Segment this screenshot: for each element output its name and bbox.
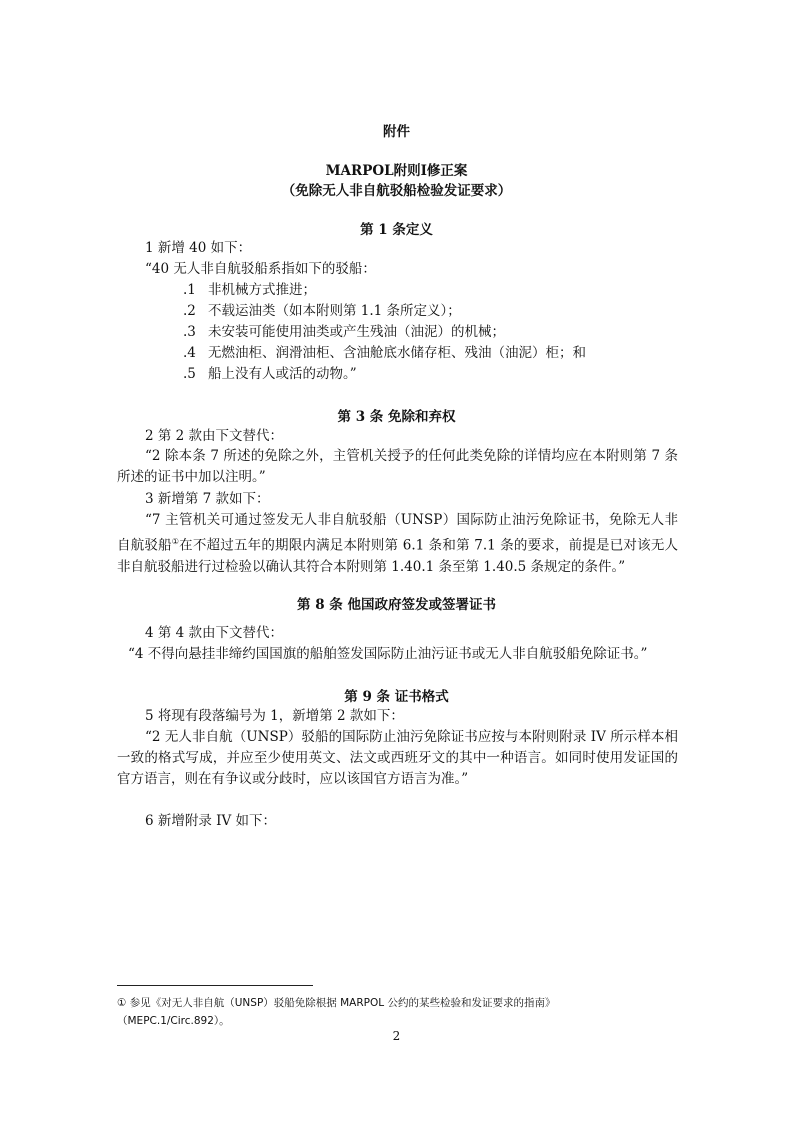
reg3-para-4b: 在不超过五年的期限内满足本附则第 6.1 条和第 7.1 条的要求，前提是已对该无人非自航驳船进行过检验以确认其符合本附则第 1.40.1 条至第 1.40.5 条规定的条件。” [117, 537, 679, 575]
footnote-ref: ① [171, 537, 180, 546]
footnote-line-1: ① 参见《对无人非自航（UNSP）驳船免除根据 MARPOL 公约的某些检验和发证要求的指南》 [117, 997, 556, 1009]
reg3-para-1: 2 第 2 款由下文替代： [145, 428, 284, 444]
attachment-heading: 附件 [383, 124, 410, 140]
reg9-para-3: 6 新增附录 IV 如下： [145, 813, 277, 829]
reg1-item-5-num: .5 [183, 366, 196, 382]
footnote-separator [117, 985, 313, 986]
reg1-item-2-num: .2 [183, 303, 196, 319]
page-number: 2 [392, 1029, 401, 1043]
reg8-title: 第 8 条 他国政府签发或签署证书 [297, 597, 496, 613]
reg8-para-2: “4 不得向悬挂非缔约国国旗的船舶签发国际防止油污证书或无人非自航驳船免除证书。” [128, 646, 648, 662]
reg1-item-1-text: 非机械方式推进； [208, 282, 316, 298]
reg1-item-3-num: .3 [183, 324, 196, 340]
reg3-para-2: “2 除本条 7 所述的免除之外，主管机关授予的任何此类免除的详情均应在本附则第 7 条所述的证书中加以注明。” [117, 448, 678, 485]
reg3-para-3: 3 新增第 7 款如下： [145, 491, 270, 507]
amendment-title: MARPOL附则I修正案 [325, 163, 468, 179]
reg3-title: 第 3 条 免除和弃权 [337, 409, 456, 425]
reg9-para-2: “2 无人非自航（UNSP）驳船的国际防止油污免除证书应按与本附则附录 IV 所示样本相一致的格式写成，并应至少使用英文、法文或西班牙文的其中一种语言。如同时使用发证国的官方语言，则在有争议或分歧时，应以该国官方语言为准。” [117, 729, 678, 787]
amendment-subtitle: （免除无人非自航驳船检验发证要求） [281, 183, 512, 199]
reg1-item-4-text: 无燃油柜、润滑油柜、含油舱底水储存柜、残油（油泥）柜；和 [208, 345, 586, 361]
reg9-title: 第 9 条 证书格式 [344, 689, 449, 705]
reg1-item-1-num: .1 [183, 282, 196, 298]
footnote-line-2: （MEPC.1/Circ.892）。 [117, 1015, 230, 1027]
reg3-para-4 [117, 510, 678, 578]
reg1-item-4-num: .4 [183, 345, 196, 361]
reg1-item-5-text: 船上没有人或活的动物。” [208, 366, 357, 382]
reg1-para-1: 1 新增 40 如下： [145, 240, 252, 256]
reg9-para-1: 5 将现有段落编号为 1，新增第 2 款如下： [145, 708, 404, 724]
reg1-para-2: “40 无人非自航驳船系指如下的驳船： [145, 261, 376, 277]
reg1-item-2-text: 不载运油类（如本附则第 1.1 条所定义）； [208, 303, 461, 319]
reg1-title: 第 1 条定义 [360, 222, 433, 238]
reg1-item-3-text: 未安装可能使用油类或产生残油（油泥）的机械； [208, 324, 505, 340]
reg3-para-4a: “7 主管机关可通过签发无人非自航驳船（UNSP）国际防止油污免除证书，免除无人非自航驳船 [117, 512, 678, 554]
reg8-para-1: 4 第 4 款由下文替代： [145, 625, 284, 641]
